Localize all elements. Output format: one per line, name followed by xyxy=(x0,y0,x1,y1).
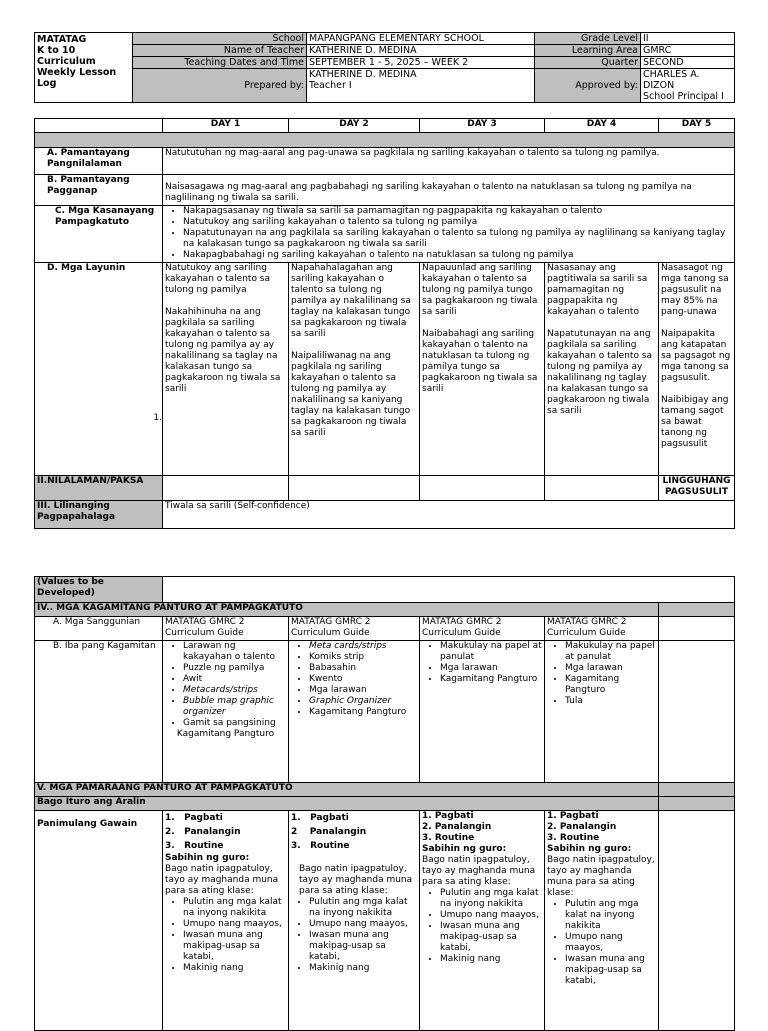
panimula-day5 xyxy=(659,811,735,1031)
rule-item: • Pulutin ang mga kalat na inyong nakikita xyxy=(440,888,542,910)
intro-text: Bago natin ipagpatuloy, tayo ay maghanda muna para sa ating klase: xyxy=(165,864,279,896)
kagamitan-item: • Babasahin xyxy=(309,663,417,674)
sabihin-label: Sabihin ng guro: xyxy=(547,844,632,854)
rule-item: • Makinig nang xyxy=(309,963,417,974)
teacher-label: Name of Teacher xyxy=(133,45,307,57)
corner-cell xyxy=(35,119,163,133)
sanggunian-day1: MATATAG GMRC 2 Curriculum Guide xyxy=(163,617,289,641)
rule-item: • Pulutin ang mga kalat na inyong nakikita xyxy=(183,897,286,919)
panimula-day4 xyxy=(545,811,659,1031)
step-line: 1. Pagbati xyxy=(291,813,349,823)
panimula-day3 xyxy=(420,811,545,1031)
lilinanging-label: III. Lilinanging Pagpapahalaga xyxy=(35,501,163,529)
kasanayang-item: • Natutukoy ang sariling kakayahan o talento sa tulong ng pamilya xyxy=(183,217,732,228)
prepared-by-label: Prepared by: xyxy=(133,69,307,103)
kagamitan-item: • Metacards/strips xyxy=(183,685,286,696)
layunin-marker: 1. xyxy=(153,413,162,423)
pamantayang-pagganap-text: Naisasagawa ng mag-aaral ang pagbabahagi ng sariling kakayahan o talento na natuklasan sa tulong ng pamilya na naglilinang ng tiwala sa sarili. xyxy=(163,175,735,206)
rule-item: • Iwasan muna ang makipag-usap sa katabi, xyxy=(440,921,542,954)
quarter-value: SECOND xyxy=(641,57,735,69)
step-line: 2 Panalangin xyxy=(291,827,367,837)
rule-item: • Iwasan muna ang makipag-usap sa katabi, xyxy=(309,930,417,963)
iba-kagamitan-label: B. Iba pang Kagamitan xyxy=(35,641,163,783)
layunin-label: D. Mga Layunin 1. xyxy=(35,263,163,476)
nilalaman-day3 xyxy=(420,476,545,501)
step-line: 3. Routine xyxy=(422,833,475,843)
layunin-day5: Nasasagot ng mga tanong sa pagsusulit na may 85% na pang-unawa Naipapakita ang katapatan sa pagsagot ng mga tanong sa pagsusulit. Naibibigay ang tamang sagot sa bawat tanong ng pagsusulit xyxy=(659,263,735,476)
step-line: 2. Panalangin xyxy=(422,822,492,832)
layunin-day2: Napahahalagahan ang sariling kakayahan o talento sa tulong ng pamilya ay nakalilinang sa taglay na kalakasan tungo sa pagkakaroon ng tiwala sa sarili Naipaliliwanag na ang pagkilala ng sariling kakayahan o talento sa tulong ng pamilya ay nakalilinang sa kaniyang taglay na kalakasan tungo sa pagkakaroon ng tiwala sa sarili xyxy=(289,263,420,476)
step-line: 3. Routine xyxy=(165,841,224,851)
sabihin-label: Sabihin ng guro: xyxy=(165,853,250,863)
sanggunian-label: A. Mga Sanggunian xyxy=(35,617,163,641)
header-table xyxy=(34,32,735,103)
step-line: 2. Panalangin xyxy=(165,827,241,837)
kagamitan-section-header: IV.. MGA KAGAMITANG PANTURO AT PAMPAGKATUTO xyxy=(35,603,659,617)
kagamitan-item: • Mga larawan xyxy=(565,663,656,674)
kagamitan-item: • Mga larawan xyxy=(309,685,417,696)
rule-item: • Makinig nang xyxy=(440,954,542,965)
day2-header: DAY 2 xyxy=(289,119,420,133)
kasanayang-item: • Napatutunayan na ang pagkilala sa sariling kakayahan o talento sa tulong ng pamilya ay naglilinang sa kaniyang taglay na kalakasan tungo sa pagkakaroon ng tiwala sa sarili xyxy=(183,228,732,250)
prepared-by-value: KATHERINE D. MEDINA Teacher I xyxy=(307,69,535,103)
iba-kagamitan-day3 xyxy=(420,641,545,783)
kasanayang-label: C. Mga Kasanayang Pampagkatuto xyxy=(35,206,163,263)
learning-area-value: GMRC xyxy=(641,45,735,57)
pamaraang-section-header: V. MGA PAMARAANG PANTURO AT PAMPAGKATUTO xyxy=(35,783,659,797)
kagamitan-item: • Tula xyxy=(565,696,656,707)
rule-item: • Umupo nang maayos, xyxy=(309,919,417,930)
pamaraang-section-day5 xyxy=(659,783,735,797)
step-line: 2. Panalangin xyxy=(547,822,617,832)
layunin-day3: Napauunlad ang sariling kakayahan o talento sa tulong ng pamilya tungo sa pagkakaroon ng tiwala sa sarili Naibabahagi ang sariling kakayahan o talento na natuklasan ta tulong ng pamilya tungo sa pagkakaroon ng tiwala sa sarili xyxy=(420,263,545,476)
intro-text: Bago natin ipagpatuloy, tayo ay maghanda muna para sa ating klase: xyxy=(299,864,413,896)
rule-item: • Iwasan muna ang makipag-usap sa katabi, xyxy=(183,930,286,963)
teacher-value: KATHERINE D. MEDINA xyxy=(307,45,535,57)
rule-item: • Umupo nang maayos, xyxy=(183,919,286,930)
sabihin-label: Sabihin ng guro: xyxy=(422,844,507,854)
teaching-dates-value: SEPTEMBER 1 - 5, 2025 – WEEK 2 xyxy=(307,57,535,69)
iba-kagamitan-day2 xyxy=(289,641,420,783)
approved-by-label: Approved by: xyxy=(535,69,641,103)
panimula-day1 xyxy=(163,811,289,1031)
kagamitan-item: • Graphic Organizer xyxy=(309,696,417,707)
step-line: 3. Routine xyxy=(291,841,350,851)
panimula-day2 xyxy=(289,811,420,1031)
bago-ituro-header: Bago Ituro ang Aralin xyxy=(35,797,659,811)
panimulang-gawain-label: Panimulang Gawain xyxy=(35,811,163,1031)
nilalaman-day2 xyxy=(289,476,420,501)
kagamitan-item: • Kagamitang Pangturo xyxy=(440,674,542,685)
rule-item: • Makinig nang xyxy=(183,963,286,974)
rule-item: • Iwasan muna ang makipag-usap sa katabi, xyxy=(565,954,656,987)
approved-by-value: CHARLES A. DIZON School Principal I xyxy=(641,69,735,103)
kagamitan-item: • Kagamitang Pangturo xyxy=(565,674,656,696)
step-line: 1. Pagbati xyxy=(165,813,223,823)
pamantayang-pangnilalaman-label: A. Pamantayang Pangnilalaman xyxy=(35,148,163,175)
pamantayang-pagganap-label: B. Pamantayang Pagganap xyxy=(35,175,163,206)
rule-item: • Umupo nang maayos, xyxy=(440,910,542,921)
step-line: 3. Routine xyxy=(547,833,600,843)
sanggunian-day2: MATATAG GMRC 2 Curriculum Guide xyxy=(289,617,420,641)
kagamitan-item: • Komiks strip xyxy=(309,652,417,663)
lesson-table-page1 xyxy=(34,118,735,529)
quarter-label: Quarter xyxy=(535,57,641,69)
grade-level-label: Grade Level xyxy=(535,33,641,45)
kagamitan-section-day5 xyxy=(659,603,735,617)
values-cell xyxy=(163,577,735,603)
nilalaman-label: II.NILALAMAN/PAKSA xyxy=(35,476,163,501)
bago-ituro-day5 xyxy=(659,797,735,811)
kagamitan-item: • Gamit sa pangsining xyxy=(183,718,286,729)
kagamitan-day1-foot: Kagamitang Pangturo xyxy=(176,729,275,739)
kagamitan-item: • Larawan ng kakayahan o talento xyxy=(183,641,286,663)
iba-kagamitan-day4 xyxy=(545,641,659,783)
kagamitan-item: • Kwento xyxy=(309,674,417,685)
kasanayang-item: • Nakapagbabahagi ng sariling kakayahan o talento na natuklasan sa tulong ng pamilya xyxy=(183,250,732,261)
kagamitan-item: • Puzzle ng pamilya xyxy=(183,663,286,674)
day1-header: DAY 1 xyxy=(163,119,289,133)
kasanayang-list xyxy=(163,206,735,263)
school-value: MAPANGPANG ELEMENTARY SCHOOL xyxy=(307,33,535,45)
teaching-dates-label: Teaching Dates and Time xyxy=(133,57,307,69)
grade-level-value: II xyxy=(641,33,735,45)
day5-header: DAY 5 xyxy=(659,119,735,133)
nilalaman-day5: LINGGUHANG PAGSUSULIT xyxy=(659,476,735,501)
step-line: 1. Pagbati xyxy=(422,811,474,821)
rule-item: • Umupo nang maayos, xyxy=(565,932,656,954)
values-label: (Values to be Developed) xyxy=(35,577,163,603)
step-line: 1. Pagbati xyxy=(547,811,599,821)
iba-kagamitan-day1 xyxy=(163,641,289,783)
rule-item: • Pulutin ang mga kalat na inyong nakikita xyxy=(309,897,417,919)
day4-header: DAY 4 xyxy=(545,119,659,133)
layunin-day4: Nasasanay ang pagtitiwala sa sarili sa pamamagitan ng pagpapakita ng kakayahan o talento Napatutunayan na ang pagkilala sa sariling kakayahan o talento sa tulong ng pamilya ay nakalilinang ng taglay na kalakasan tungo sa pagkakaroon ng tiwala sa sarili xyxy=(545,263,659,476)
kagamitan-item: • Makukulay na papel at panulat xyxy=(565,641,656,663)
kagamitan-item: • Awit xyxy=(183,674,286,685)
day3-header: DAY 3 xyxy=(420,119,545,133)
nilalaman-day4 xyxy=(545,476,659,501)
gray-separator-row xyxy=(35,133,735,148)
sanggunian-day5 xyxy=(659,617,735,641)
lesson-table-page2 xyxy=(34,576,735,1031)
rule-item: • Pulutin ang mga kalat na inyong nakikita xyxy=(565,899,656,932)
intro-text: Bago natin ipagpatuloy, tayo ay maghanda muna para sa ating klase: xyxy=(547,855,655,898)
layunin-day1: Natutukoy ang sariling kakayahan o talento sa tulong ng pamilya Nakahihinuha na ang pagkilala sa sariling kakayahan o talento sa tulong ng pamilya ay ay nakalilinang sa taglay na kalakasan tungo sa pagkakaroon ng tiwala sa sarili xyxy=(163,263,289,476)
intro-text: Bago natin ipagpatuloy, tayo ay maghanda muna para sa ating klase: xyxy=(422,855,536,887)
kagamitan-item: • Bubble map graphic organizer xyxy=(183,696,286,718)
nilalaman-day1 xyxy=(163,476,289,501)
pamantayang-pangnilalaman-text: Natututuhan ng mag-aaral ang pag-unawa sa pagkilala ng sariling kakayahan o talento sa tulong ng pamilya. xyxy=(163,148,735,175)
learning-area-label: Learning Area xyxy=(535,45,641,57)
lilinanging-text: Tiwala sa sarili (Self-confidence) xyxy=(163,501,735,529)
sanggunian-day4: MATATAG GMRC 2 Curriculum Guide xyxy=(545,617,659,641)
iba-kagamitan-day5 xyxy=(659,641,735,783)
lesson-log-title: MATATAG K to 10 Curriculum Weekly Lesson Log xyxy=(35,33,133,103)
kagamitan-item: • Makukulay na papel at panulat xyxy=(440,641,542,663)
kasanayang-item: • Nakapagsasanay ng tiwala sa sarili sa pamamagitan ng pagpapakita ng kakayahan o talento xyxy=(183,206,732,217)
kagamitan-item: • Kagamitang Pangturo xyxy=(309,707,417,718)
sanggunian-day3: MATATAG GMRC 2 Curriculum Guide xyxy=(420,617,545,641)
kagamitan-item: • Meta cards/strips xyxy=(309,641,417,652)
school-label: School xyxy=(133,33,307,45)
kagamitan-item: • Mga larawan xyxy=(440,663,542,674)
